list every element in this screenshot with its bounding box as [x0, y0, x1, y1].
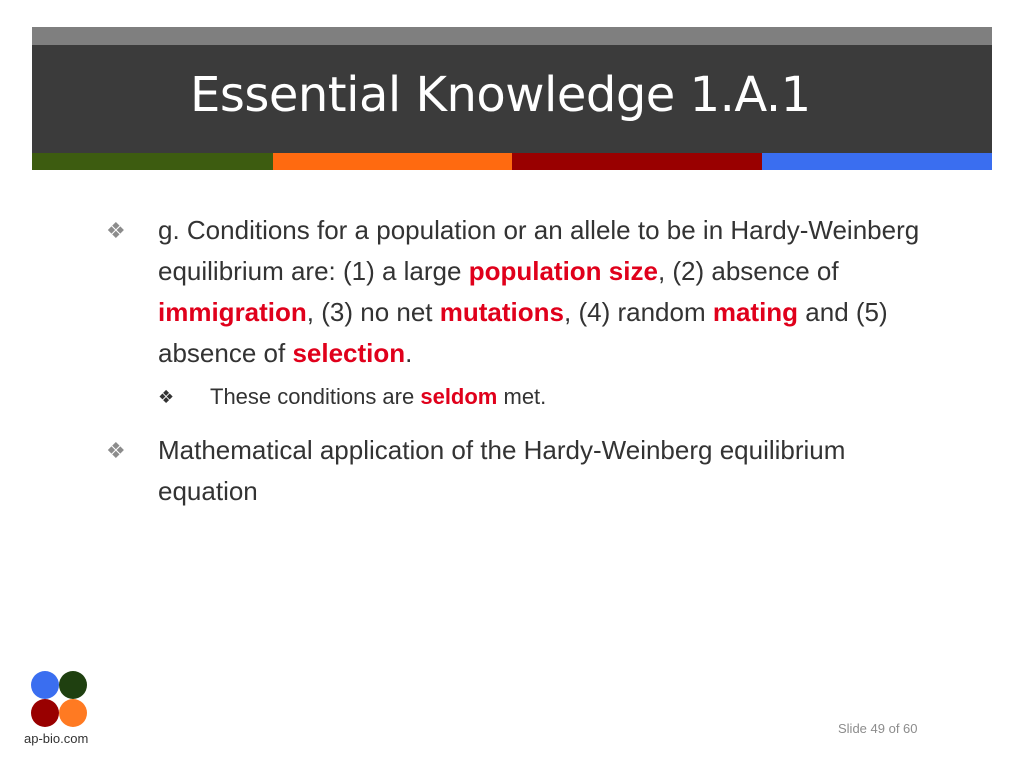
sub-bullet-text: met. [497, 384, 547, 409]
bullet-text: g. Conditions for a population or an allele to be in Hardy-Weinberg equilibrium are: (1) a large [158, 215, 920, 286]
slide-content [100, 210, 940, 512]
highlight-mating: mating [712, 297, 799, 327]
diamond-bullet-icon: ❖ [106, 218, 126, 243]
highlight-mutations: mutations [439, 297, 564, 327]
logo-text: ap-bio.com [24, 731, 89, 746]
logo-dot-blue [31, 671, 59, 699]
slide-title: Essential Knowledge 1.A.1 [190, 67, 811, 123]
bullet-hardy-weinberg-conditions [100, 210, 940, 374]
bullet-mathematical-application [100, 430, 940, 512]
highlight-immigration: immigration [158, 297, 307, 327]
color-band-green [32, 153, 273, 170]
diamond-bullet-icon: ❖ [106, 438, 126, 463]
slide-number: Slide 49 of 60 [838, 721, 918, 736]
logo-dot-red [31, 699, 59, 727]
color-band-orange [273, 153, 512, 170]
ap-bio-logo [28, 668, 90, 730]
highlight-population-size: population size [468, 256, 658, 286]
diamond-bullet-icon: ❖ [158, 387, 175, 407]
logo-dot-orange [59, 699, 87, 727]
bullet-text: Mathematical application of the Hardy-Weinberg equilibrium equation [158, 435, 846, 506]
title-bar [32, 45, 992, 153]
color-band-blue [762, 153, 992, 170]
logo-dot-green [59, 671, 87, 699]
bullet-text: , (4) random [564, 297, 713, 327]
bullet-text: , (3) no net [306, 297, 440, 327]
bullet-text: . [405, 338, 413, 368]
sub-bullet-text: These conditions are [210, 384, 421, 409]
bullet-text: , (2) absence of [657, 256, 839, 286]
bullet-text: and (5) absence of [158, 297, 888, 368]
top-strip [32, 27, 992, 45]
highlight-selection: selection [292, 338, 406, 368]
color-band-red [512, 153, 762, 170]
highlight-seldom: seldom [420, 384, 498, 409]
sub-bullet-seldom-met [100, 380, 940, 414]
color-band [32, 153, 992, 170]
